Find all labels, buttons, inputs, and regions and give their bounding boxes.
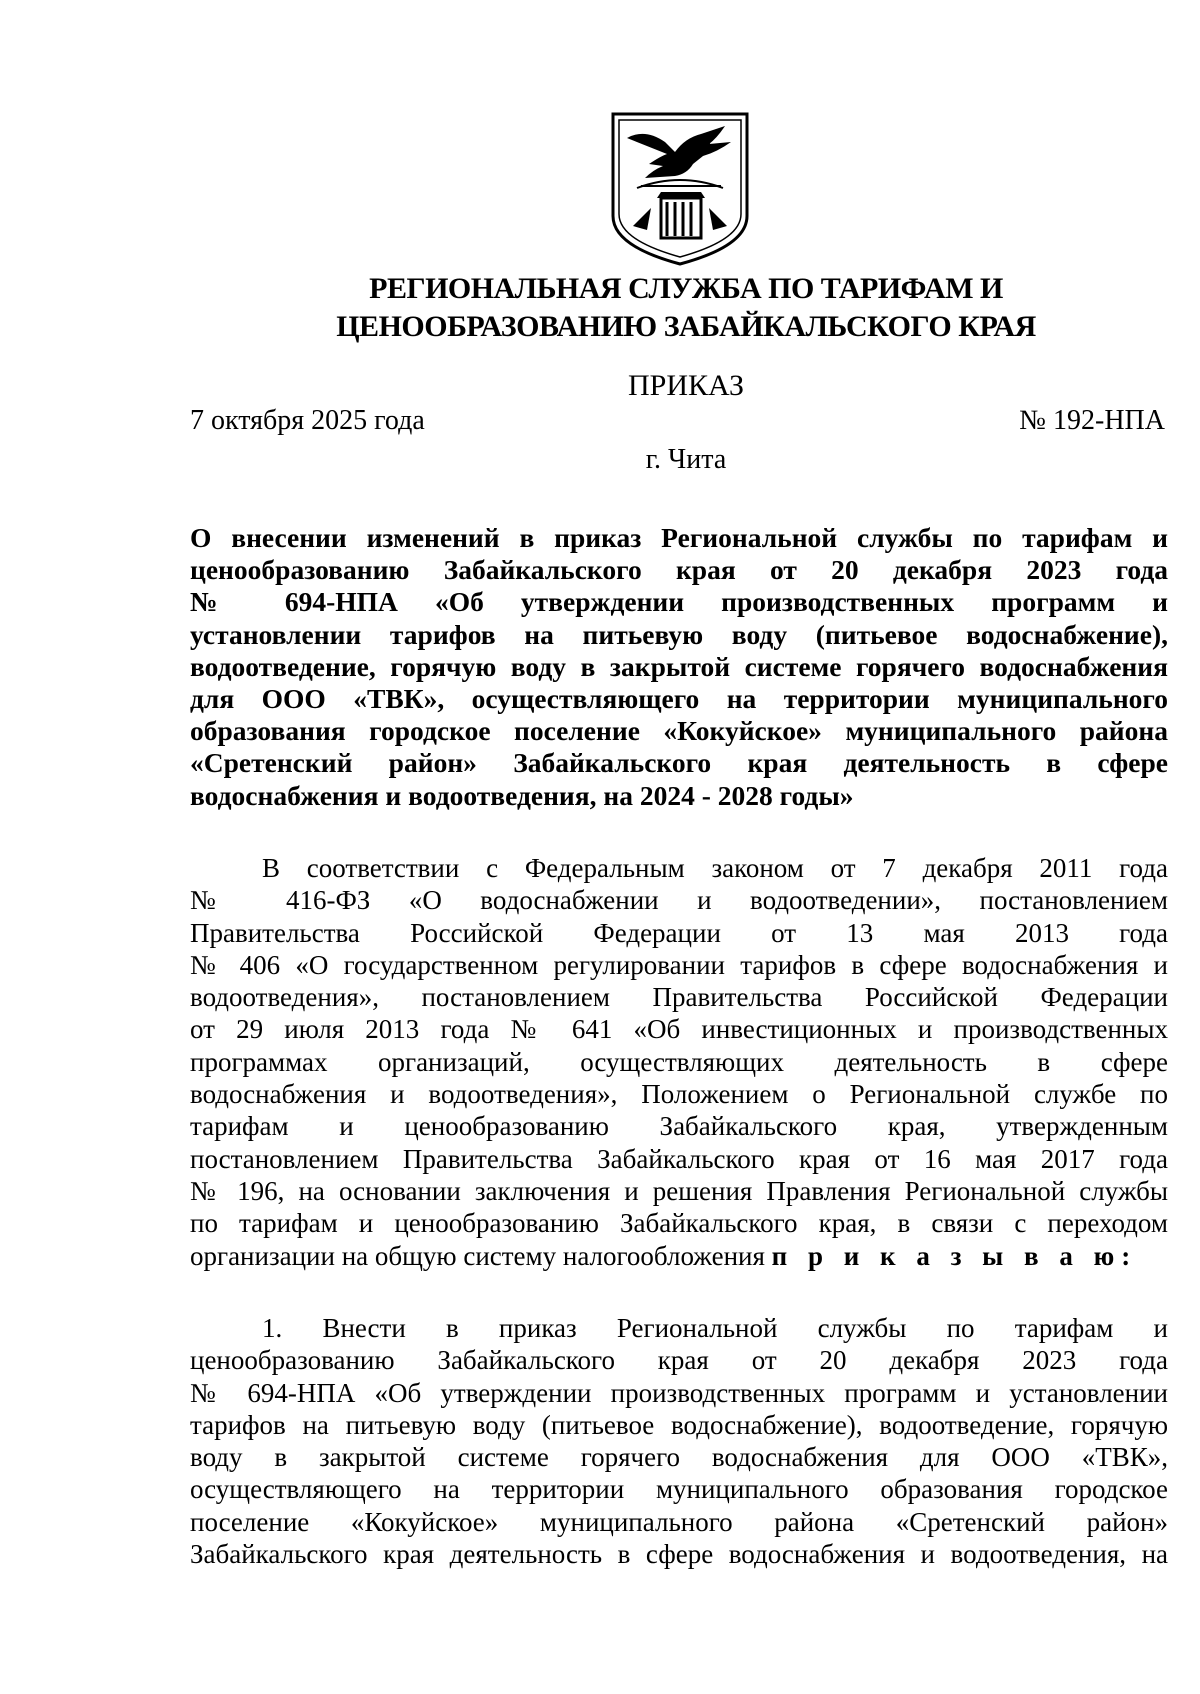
title-line: образования городское поселение «Кокуйское» муниципального района xyxy=(190,715,1168,747)
preamble-line: водоснабжения и водоотведения», Положением о Региональной службе по xyxy=(190,1079,1168,1110)
preamble-line: № 196, на основании заключения и решения Правления Региональной службы xyxy=(190,1175,1168,1206)
title-line: «Сретенский район» Забайкальского края деятельность в сфере xyxy=(190,747,1168,779)
item-line: тарифов на питьевую воду (питьевое водоснабжение), водоотведение, горячую xyxy=(190,1409,1168,1440)
preamble-line: В соответствии с Федеральным законом от 7 декабря 2011 года xyxy=(262,853,1168,883)
item-line: № 694-НПА «Об утверждении производственных программ и установлении xyxy=(190,1377,1168,1408)
item-line: 1. Внести в приказ Региональной службы по тарифам и xyxy=(262,1313,1168,1343)
title-line: ценообразованию Забайкальского края от 20 декабря 2023 года xyxy=(190,554,1168,586)
organization-name-line1: РЕГИОНАЛЬНАЯ СЛУЖБА ПО ТАРИФАМ И xyxy=(369,272,1003,305)
title-line: водоотведение, горячую воду в закрытой системе горячего водоснабжения xyxy=(190,650,1168,682)
title-line: водоснабжения и водоотведения, на 2024 - 2028 годы» xyxy=(190,779,854,811)
organization-name-line2: ЦЕНООБРАЗОВАНИЮ ЗАБАЙКАЛЬСКОГО КРАЯ xyxy=(336,310,1036,343)
title-line: № 694-НПА «Об утверждении производственных программ и xyxy=(190,586,1168,618)
preamble-line: Правительства Российской Федерации от 13 мая 2013 года xyxy=(190,917,1168,948)
item-line: воду в закрытой системе горячего водоснабжения для ООО «ТВК», xyxy=(190,1442,1168,1473)
preamble-last-line xyxy=(190,1240,1168,1272)
preamble-line: тарифам и ценообразованию Забайкальского края, утвержденным xyxy=(190,1111,1168,1142)
title-line: установлении тарифов на питьевую воду (питьевое водоснабжение), xyxy=(190,618,1168,650)
preamble-line: организации на общую систему налогообложения xyxy=(190,1240,765,1271)
item-line: Забайкальского края деятельность в сфере водоснабжения и водоотведения, на xyxy=(190,1539,1168,1570)
document-city: г. Чита xyxy=(645,444,727,475)
preamble-line: № 416-ФЗ «О водоснабжении и водоотведении», постановлением xyxy=(190,885,1168,916)
preamble-line: программах организаций, осуществляющих деятельность в сфере xyxy=(190,1046,1168,1077)
document-number: № 192-НПА xyxy=(1019,405,1165,436)
order-word: п р и к а з ы в а ю: xyxy=(771,1240,1138,1271)
preamble-line: постановлением Правительства Забайкальского края от 16 мая 2017 года xyxy=(190,1143,1168,1174)
preamble-line: № 406 «О государственном регулировании тарифов в сфере водоснабжения и xyxy=(190,949,1168,980)
title-line: для ООО «ТВК», осуществляющего на территории муниципального xyxy=(190,682,1168,714)
preamble-line: водоотведения», постановлением Правительства Российской Федерации xyxy=(190,982,1168,1013)
preamble-paragraph xyxy=(190,852,1168,1272)
preamble-line: от 29 июля 2013 года № 641 «Об инвестиционных и производственных xyxy=(190,1014,1168,1045)
item-1-paragraph xyxy=(190,1312,1168,1570)
title-line: О внесении изменений в приказ Региональной службы по тарифам и xyxy=(190,522,1168,553)
preamble-line: по тарифам и ценообразованию Забайкальского края, в связи с переходом xyxy=(190,1208,1168,1239)
coat-of-arms-icon xyxy=(605,108,755,268)
item-line: поселение «Кокуйское» муниципального района «Сретенский район» xyxy=(190,1506,1168,1537)
document-type: ПРИКАЗ xyxy=(628,369,744,402)
item-line: осуществляющего на территории муниципального образования городское xyxy=(190,1474,1168,1505)
item-line: ценообразованию Забайкальского края от 20 декабря 2023 года xyxy=(190,1345,1168,1376)
document-title xyxy=(190,522,1168,812)
document-date: 7 октября 2025 года xyxy=(190,405,425,436)
